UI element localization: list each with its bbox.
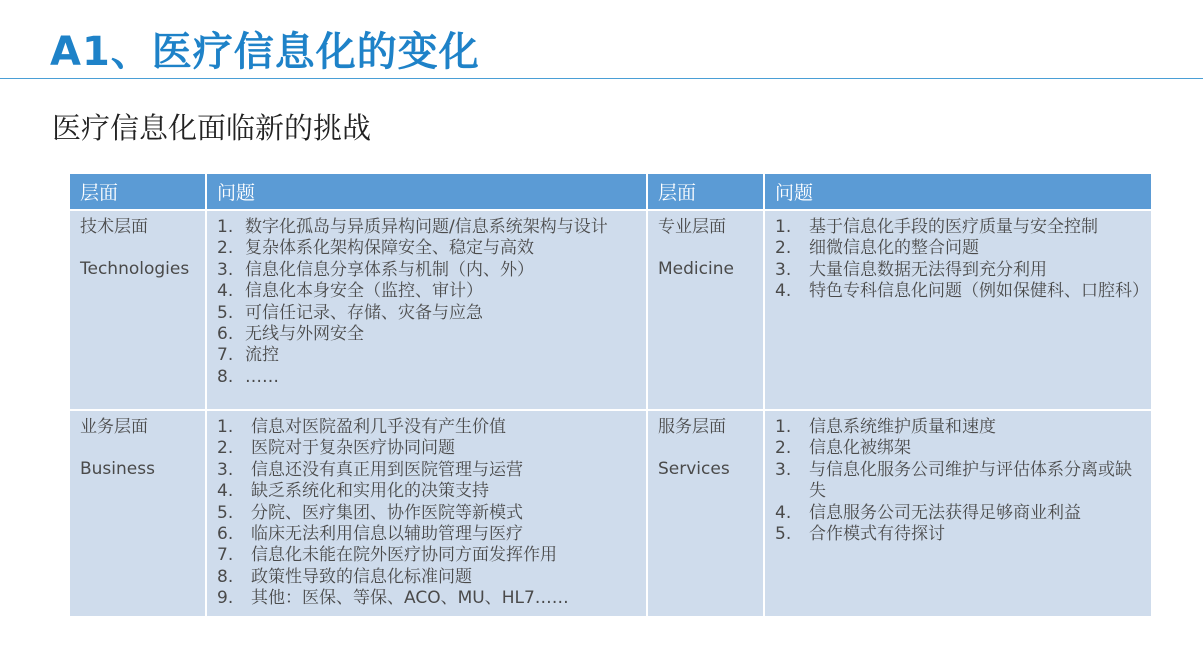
layer-name-zh: 业务层面: [80, 417, 148, 437]
header-layer: 层面: [70, 174, 206, 210]
issue-item: 1. 数字化孤岛与异质异构问题/信息系统架构与设计: [217, 217, 608, 237]
issue-item: 4. 信息化本身安全（监控、审计）: [217, 281, 483, 302]
issues-cell: [206, 210, 647, 410]
issue-item: 4. 缺乏系统化和实用化的决策支持: [217, 481, 489, 502]
issue-item: 7. 流控: [217, 345, 279, 366]
slide-title: A1、医疗信息化的变化: [50, 29, 480, 75]
issue-item: 1. 信息对医院盈利几乎没有产生价值: [217, 417, 506, 437]
table-row: [70, 410, 1151, 617]
layer-cell: [70, 210, 206, 410]
issue-item: 7. 信息化未能在院外医疗协同方面发挥作用: [217, 545, 557, 566]
issue-item: 5. 合作模式有待探讨: [775, 524, 945, 545]
issue-item: 2. 复杂体系化架构保障安全、稳定与高效: [217, 238, 534, 259]
layer-name-zh: 服务层面: [658, 417, 726, 437]
issues-cell: [764, 410, 1151, 617]
slide-subtitle: 医疗信息化面临新的挑战: [52, 111, 372, 145]
layer-cell: [70, 410, 206, 617]
issue-item: 2. 医院对于复杂医疗协同问题: [217, 438, 455, 459]
table-row: [70, 210, 1151, 410]
challenges-table: [70, 174, 1151, 618]
issues-cell: [764, 210, 1151, 410]
layer-name-en: Medicine: [658, 259, 734, 280]
issue-list: [775, 217, 1149, 303]
layer-name-zh: 技术层面: [80, 217, 148, 237]
layer-cell: [647, 410, 764, 617]
issue-item: 1. 基于信息化手段的医疗质量与安全控制: [775, 217, 1098, 237]
issue-list: [217, 217, 638, 388]
layer-name-zh: 专业层面: [658, 217, 726, 237]
layer-cell: [647, 210, 764, 410]
issue-item: 8. 政策性导致的信息化标准问题: [217, 566, 472, 587]
issue-item: 8. ……: [217, 366, 279, 387]
issue-item: 4. 特色专科信息化问题（例如保健科、口腔科）: [775, 281, 1149, 302]
issue-item: 4. 信息服务公司无法获得足够商业利益: [775, 502, 1081, 523]
issue-item: 9. 其他：医保、等保、ACO、MU、HL7……: [217, 588, 569, 609]
header-issue: 问题: [206, 174, 647, 210]
issue-item: 6. 无线与外网安全: [217, 324, 364, 345]
issue-item: 2. 信息化被绑架: [775, 438, 911, 459]
issue-item: 1. 信息系统维护质量和速度: [775, 417, 996, 437]
issue-item: 3. 大量信息数据无法得到充分利用: [775, 259, 1047, 280]
issue-list: [775, 417, 1143, 545]
title-divider: [0, 78, 1203, 79]
issue-item: 2. 细微信息化的整合问题: [775, 238, 979, 259]
issue-item: 3. 信息化信息分享体系与机制（内、外）: [217, 259, 534, 280]
layer-name-en: Business: [80, 459, 155, 480]
issue-item: 5. 分院、医疗集团、协作医院等新模式: [217, 502, 523, 523]
issue-item: 6. 临床无法利用信息以辅助管理与医疗: [217, 524, 523, 545]
issue-item: 5. 可信任记录、存储、灾备与应急: [217, 302, 483, 323]
table-header-row: [70, 174, 1151, 210]
issue-list: [217, 417, 638, 610]
layer-name-en: Services: [658, 459, 730, 480]
layer-name-en: Technologies: [80, 259, 190, 280]
issues-cell: [206, 410, 647, 617]
issue-item: 3. 与信息化服务公司维护与评估体系分离或缺失: [775, 459, 1132, 502]
issue-item: 3. 信息还没有真正用到医院管理与运营: [217, 459, 523, 480]
header-layer: 层面: [647, 174, 764, 210]
header-issue: 问题: [764, 174, 1151, 210]
